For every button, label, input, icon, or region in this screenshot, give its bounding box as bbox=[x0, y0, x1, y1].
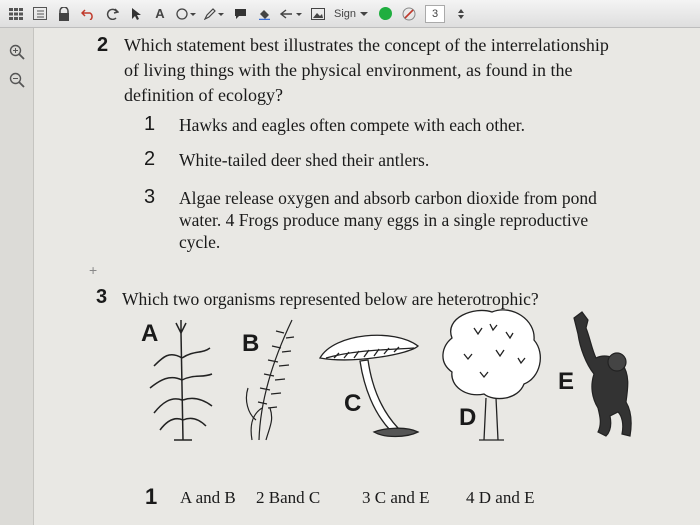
comment-icon[interactable] bbox=[232, 4, 248, 24]
option-3-line-2: water. 4 Frogs produce many eggs in a single reproductive bbox=[179, 210, 589, 230]
mushroom-drawing bbox=[320, 335, 418, 436]
option-2-text: White-tailed deer shed their antlers. bbox=[179, 150, 430, 170]
option-1-number: 1 bbox=[144, 113, 156, 135]
option-3-number: 3 bbox=[144, 186, 156, 208]
question-3-text: Which two organisms represented below are heterotrophic? bbox=[122, 289, 539, 309]
panel-icon[interactable] bbox=[32, 4, 48, 24]
zoom-in-icon[interactable] bbox=[7, 42, 27, 62]
corn-plant-drawing bbox=[150, 320, 212, 440]
pen-icon[interactable] bbox=[204, 4, 224, 24]
option-3-line-3: cycle. bbox=[179, 232, 221, 252]
plus-mark: + bbox=[89, 262, 98, 278]
chevron-down-icon bbox=[359, 10, 369, 18]
grid-icon[interactable] bbox=[8, 4, 24, 24]
figure-label-b: B bbox=[242, 330, 260, 357]
option-2-number: 2 bbox=[144, 148, 156, 170]
organism-drawings bbox=[34, 28, 700, 525]
shape-icon[interactable] bbox=[176, 4, 196, 24]
fern-drawing bbox=[246, 320, 294, 440]
back-arrow-icon[interactable] bbox=[280, 4, 302, 24]
no-icon[interactable] bbox=[401, 4, 417, 24]
image-icon[interactable] bbox=[310, 4, 326, 24]
question-2-line-3: definition of ecology? bbox=[124, 85, 283, 105]
chimpanzee-drawing bbox=[574, 312, 631, 436]
undo-icon[interactable] bbox=[80, 4, 96, 24]
status-dot-icon[interactable] bbox=[377, 4, 393, 24]
question-3-number: 3 bbox=[96, 286, 108, 308]
left-sidebar bbox=[0, 28, 34, 525]
figure-label-d: D bbox=[459, 404, 477, 431]
text-tool-icon[interactable]: A bbox=[155, 6, 165, 21]
answer-d-and-e: 4 D and E bbox=[466, 488, 535, 507]
document-page bbox=[34, 28, 700, 525]
figure-label-a: A bbox=[141, 320, 159, 347]
option-1-text: Hawks and eagles often compete with each other. bbox=[179, 115, 525, 135]
tree-drawing bbox=[443, 310, 540, 440]
question-2-number: 2 bbox=[97, 34, 109, 56]
zoom-out-icon[interactable] bbox=[7, 70, 27, 90]
answer-a-and-b: A and B bbox=[180, 488, 236, 507]
save-icon[interactable] bbox=[56, 4, 72, 24]
sign-label: Sign bbox=[334, 7, 357, 20]
fill-icon[interactable] bbox=[256, 4, 272, 24]
answer-c-and-e: 3 C and E bbox=[362, 488, 430, 507]
option-3-line-1: Algae release oxygen and absorb carbon dioxide from pond bbox=[179, 188, 597, 208]
sign-button[interactable] bbox=[334, 4, 369, 24]
figure-label-c: C bbox=[344, 390, 362, 417]
redo-icon[interactable] bbox=[104, 4, 120, 24]
stepper-icon[interactable] bbox=[453, 4, 469, 24]
figure-label-e: E bbox=[558, 368, 575, 395]
question-2-line-2: of living things with the physical environment, as found in the bbox=[124, 60, 573, 80]
question-2-line-1: Which statement best illustrates the concept of the interrelationship bbox=[124, 35, 609, 55]
page-number-field[interactable]: 3 bbox=[425, 5, 445, 23]
answer-1-number: 1 bbox=[145, 484, 158, 509]
toolbar bbox=[0, 0, 700, 28]
answer-b-and-c: 2 Band C bbox=[256, 488, 321, 507]
pointer-icon[interactable] bbox=[128, 4, 144, 24]
